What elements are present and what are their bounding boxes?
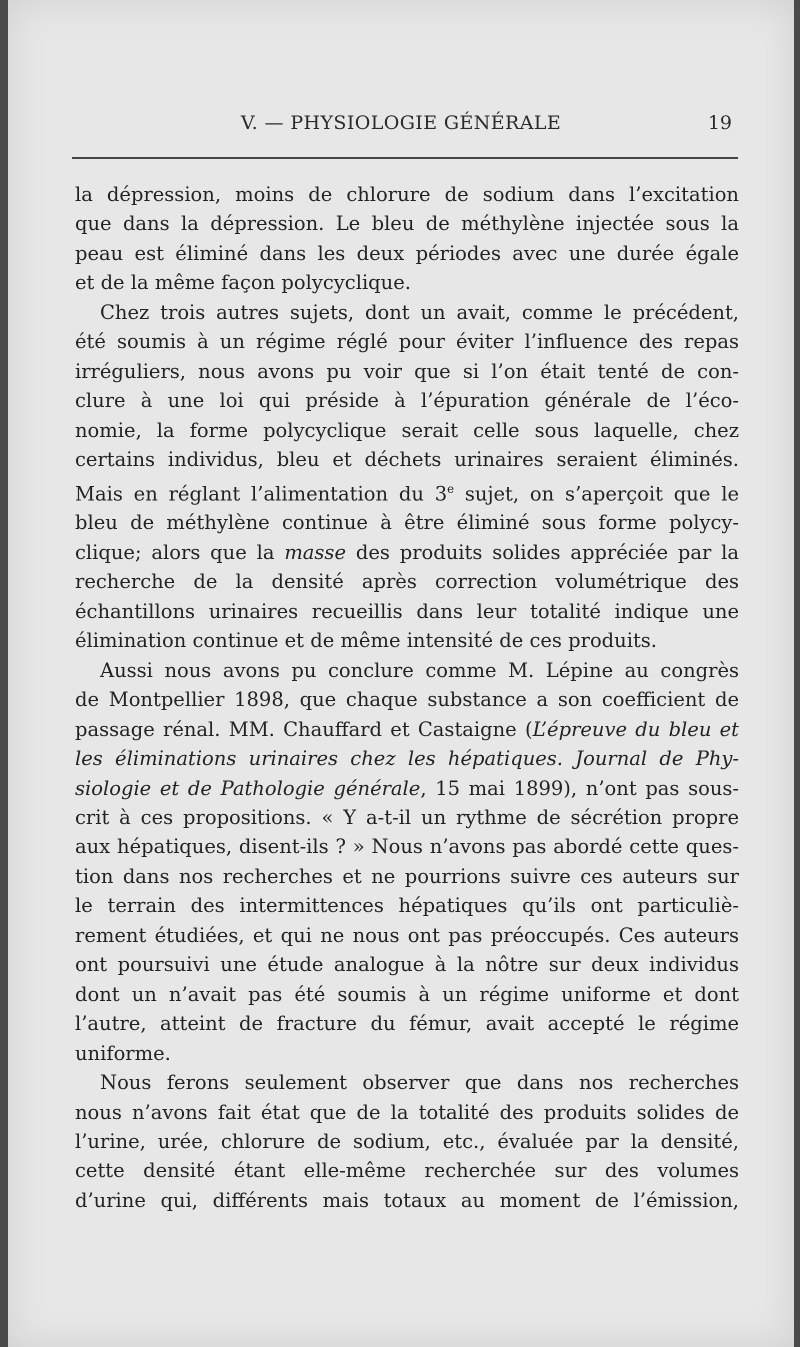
- text-line: échantillons urinaires recueillis dans leur totalité indique une: [75, 599, 739, 623]
- paragraph-1: [75, 180, 739, 298]
- text-line: été soumis à un régime réglé pour éviter l’influence des repas: [75, 330, 739, 354]
- text-line: rement étudiées, et qui ne nous ont pas préoccupés. Ces auteurs: [75, 923, 739, 947]
- text-line: irréguliers, nous avons pu voir que si l’on était tenté de con-: [75, 359, 739, 383]
- text-fragment: , 15 mai 1899), n’ont pas sous-: [420, 776, 739, 800]
- text-line: nous n’avons fait état que de la totalité des produits solides de: [75, 1100, 739, 1124]
- text-line: Chez trois autres sujets, dont un avait, comme le précédent,: [100, 300, 739, 324]
- running-header: [8, 112, 794, 142]
- italic-reference: les éliminations urinaires chez les hépatiques. Journal de Phy-: [75, 747, 739, 771]
- text-line: Aussi nous avons pu conclure comme M. Lépine au congrès: [100, 658, 739, 682]
- text-line-with-italic: [75, 538, 739, 567]
- text-line: et de la même façon polycyclique.: [75, 271, 411, 295]
- text-line: de Montpellier 1898, que chaque substance a son coefficient de: [75, 688, 739, 712]
- italic-reference: L’épreuve du bleu et: [532, 717, 739, 741]
- paragraph-4: [75, 1068, 739, 1215]
- text-line: l’autre, atteint de fracture du fémur, avait accepté le régime: [75, 1012, 739, 1036]
- text-line: l’urine, urée, chlorure de sodium, etc., évaluée par la densité,: [75, 1130, 739, 1153]
- text-line: ont poursuivi une étude analogue à la nôtre sur deux individus: [75, 953, 739, 977]
- text-line-with-italic: [75, 715, 739, 744]
- text-line: d’urine qui, différents mais totaux au moment de l’émission,: [75, 1188, 739, 1212]
- text-line: cette densité étant elle-même recherchée sur des volumes: [75, 1159, 739, 1183]
- italic-masse: masse: [284, 540, 346, 564]
- text-line-with-italic: [75, 774, 739, 803]
- page-number: 19: [707, 112, 732, 134]
- text-line: uniforme.: [75, 1041, 171, 1065]
- text-fragment: passage rénal. MM. Chauffard et Castaigne (: [75, 717, 533, 741]
- text-line: la dépression, moins de chlorure de sodium dans l’excitation: [75, 183, 739, 206]
- text-fragment: des produits solides appréciée par la: [345, 540, 739, 564]
- paragraph-2: [75, 298, 739, 656]
- text-line: Mais en réglant l’alimentation du 3e sujet, on s’aperçoit que le: [75, 481, 740, 506]
- text-line: le terrain des intermittences hépatiques qu’ils ont particuliè-: [75, 894, 739, 918]
- text-line: Nous ferons seulement observer que dans nos recherches: [100, 1071, 739, 1095]
- book-page: [8, 0, 794, 1347]
- header-rule: [72, 157, 738, 159]
- italic-reference: siologie et de Pathologie générale: [75, 776, 421, 800]
- paragraph-3: [75, 656, 739, 1068]
- body-text: [75, 180, 739, 1215]
- text-line: bleu de méthylène continue à être éliminé sous forme polycy-: [75, 511, 739, 535]
- text-fragment: clique; alors que la: [75, 540, 285, 564]
- text-line: certains individus, bleu et déchets urinaires seraient éliminés.: [75, 448, 739, 472]
- text-line: élimination continue et de même intensité de ces produits.: [75, 629, 658, 653]
- text-line: crit à ces propositions. « Y a-t-il un rythme de sécrétion propre: [75, 806, 739, 830]
- text-line: nomie, la forme polycyclique serait celle sous laquelle, chez: [75, 418, 739, 442]
- text-line: que dans la dépression. Le bleu de méthylène injectée sous la: [75, 212, 739, 236]
- text-line: clure à une loi qui préside à l’épuration générale de l’éco-: [75, 389, 739, 413]
- chapter-title: V. — PHYSIOLOGIE GÉNÉRALE: [240, 112, 562, 134]
- text-line: peau est éliminé dans les deux périodes avec une durée égale: [75, 241, 739, 265]
- text-line: tion dans nos recherches et ne pourrions suivre ces auteurs sur: [75, 864, 739, 888]
- text-line-italic: [75, 744, 739, 773]
- text-line: dont un n’avait pas été soumis à un régime uniforme et dont: [75, 982, 739, 1006]
- text-line: recherche de la densité après correction volumétrique des: [75, 570, 739, 594]
- text-line: aux hépatiques, disent-ils ? » Nous n’avons pas abordé cette ques-: [75, 835, 739, 859]
